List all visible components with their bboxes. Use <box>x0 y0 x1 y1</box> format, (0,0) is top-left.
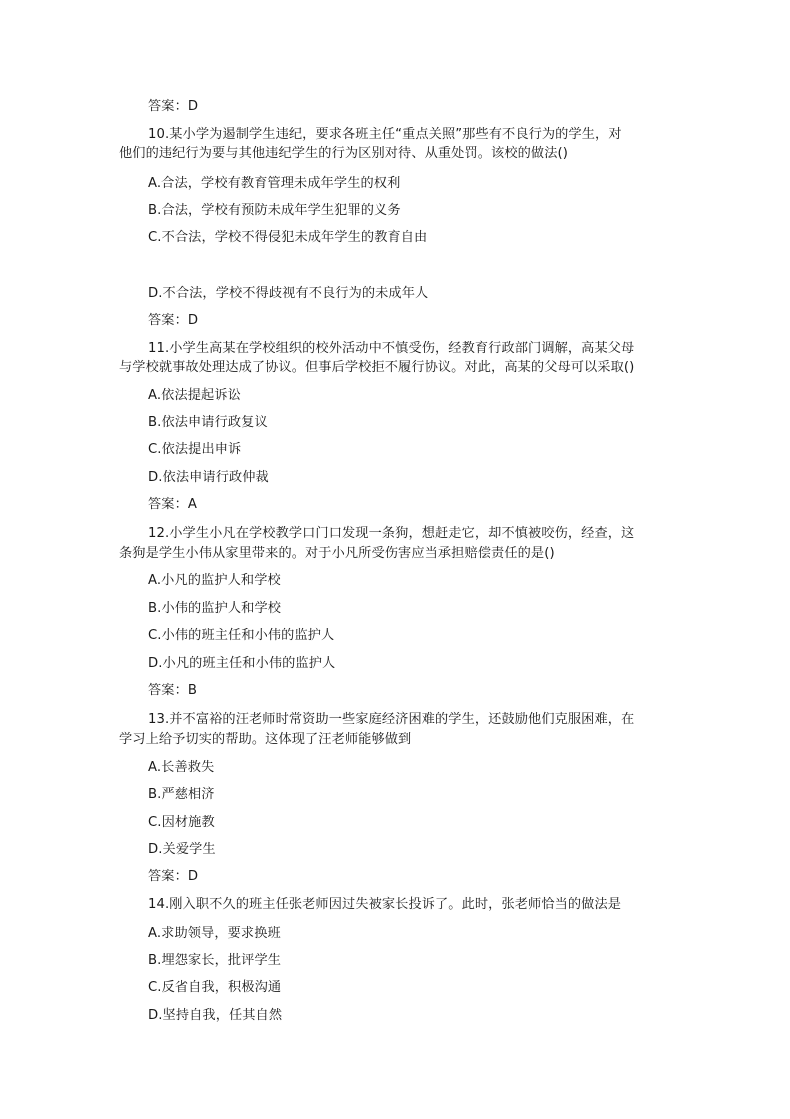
question-14-stem: 14.刚入职不久的班主任张老师因过失被家长投诉了。此时，张老师恰当的做法是 <box>148 897 622 912</box>
question-10-option-b: B.合法，学校有预防未成年学生犯罪的义务 <box>148 203 401 218</box>
question-14-option-b: B.埋怨家长，批评学生 <box>148 953 282 968</box>
question-14-option-d: D.坚持自我，任其自然 <box>148 1008 283 1023</box>
question-13-option-b: B.严慈相济 <box>148 787 215 802</box>
answer-11: 答案：A <box>148 497 197 512</box>
answer-10: 答案：D <box>148 313 199 328</box>
question-10-option-a: A.合法，学校有教育管理未成年学生的权利 <box>148 176 401 191</box>
question-10-option-c: C.不合法，学校不得侵犯未成年学生的教育自由 <box>148 230 428 245</box>
question-11-option-a: A.依法提起诉讼 <box>148 388 241 403</box>
question-14-option-c: C.反省自我，积极沟通 <box>148 980 282 995</box>
question-11-option-d: D.依法申请行政仲裁 <box>148 470 269 485</box>
question-13-stem: 13.并不富裕的汪老师时常资助一些家庭经济困难的学生，还鼓励他们克服困难，在 <box>148 712 635 727</box>
answer-9: 答案：D <box>148 99 199 114</box>
question-11-option-c: C.依法提出申诉 <box>148 442 242 457</box>
question-13-option-a: A.长善救失 <box>148 760 215 775</box>
question-12-option-b: B.小伟的监护人和学校 <box>148 601 282 616</box>
question-12-option-a: A.小凡的监护人和学校 <box>148 573 281 588</box>
question-13-option-d: D.关爱学生 <box>148 842 216 857</box>
question-11-stem-cont: 与学校就事故处理达成了协议。但事后学校拒不履行协议。对此，高某的父母可以采取() <box>119 360 635 375</box>
question-13-option-c: C.因材施教 <box>148 815 215 830</box>
question-13-stem-cont: 学习上给予切实的帮助。这体现了汪老师能够做到 <box>119 732 412 747</box>
question-10-stem: 10.某小学为遏制学生违纪，要求各班主任“重点关照”那些有不良行为的学生，对 <box>148 127 622 142</box>
question-11-option-b: B.依法申请行政复议 <box>148 415 268 430</box>
answer-12: 答案：B <box>148 683 198 698</box>
question-10-stem-cont: 他们的违纪行为要与其他违纪学生的行为区别对待、从重处罚。该校的做法() <box>119 146 568 161</box>
question-12-option-d: D.小凡的班主任和小伟的监护人 <box>148 656 336 671</box>
answer-13: 答案：D <box>148 869 199 884</box>
question-11-stem: 11.小学生高某在学校组织的校外活动中不慎受伤，经教育行政部门调解，高某父母 <box>148 341 635 356</box>
question-12-stem: 12.小学生小凡在学校教学口门口发现一条狗，想赶走它，却不慎被咬伤，经查，这 <box>148 526 635 541</box>
question-12-stem-cont: 条狗是学生小伟从家里带来的。对于小凡所受伤害应当承担赔偿责任的是() <box>119 546 555 561</box>
question-12-option-c: C.小伟的班主任和小伟的监护人 <box>148 628 335 643</box>
question-10-option-d: D.不合法，学校不得歧视有不良行为的未成年人 <box>148 286 429 301</box>
question-14-option-a: A.求助领导，要求换班 <box>148 926 281 941</box>
